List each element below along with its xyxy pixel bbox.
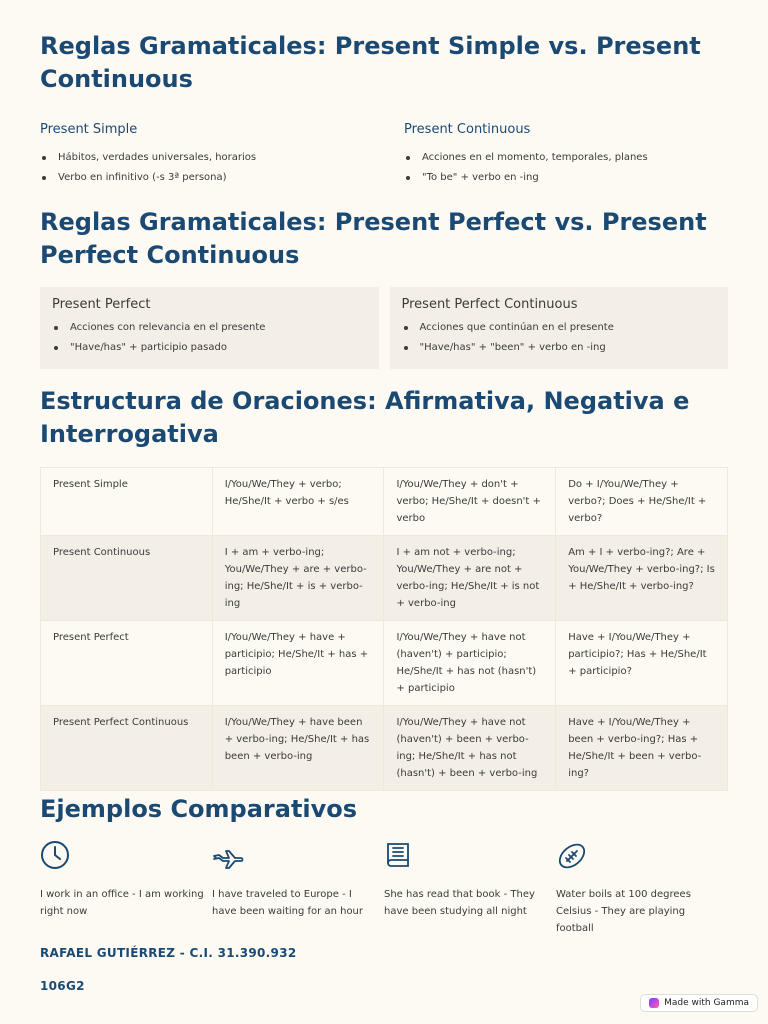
table-row: [41, 468, 728, 536]
list-item: Hábitos, verdades universales, horarios: [40, 148, 364, 168]
present-simple-column: [40, 122, 364, 188]
list-item: Acciones que continúan en el presente: [402, 318, 717, 338]
example-item: [556, 840, 728, 937]
table-cell: Present Simple: [41, 468, 213, 536]
book-icon: [384, 840, 416, 872]
list-item: "To be" + verbo en -ing: [404, 168, 728, 188]
section-title-perfect: Reglas Gramaticales: Present Perfect vs. Present Perfect Continuous: [40, 208, 707, 269]
list-item: "Have/has" + "been" + verbo en -ing: [402, 338, 717, 358]
present-continuous-list: [404, 148, 728, 188]
table-cell: I/You/We/They + have not (haven't) + participio; He/She/It + has not (hasn't) + participio: [384, 621, 556, 706]
section-title-simple-continuous: Reglas Gramaticales: Present Simple vs. Present Continuous: [40, 32, 701, 93]
table-cell: I/You/We/They + have been + verbo-ing; He/She/It + has been + verbo-ing: [212, 706, 384, 791]
present-continuous-column: [404, 122, 728, 188]
example-text: She has read that book - They have been studying all night: [384, 889, 535, 917]
table-cell: I + am + verbo-ing; You/We/They + are + verbo-ing; He/She/It + is + verbo-ing: [212, 536, 384, 621]
example-item: [212, 840, 384, 937]
present-perfect-list: [52, 318, 367, 358]
table-cell: Do + I/You/We/They + verbo?; Does + He/She/It + verbo?: [556, 468, 728, 536]
present-perfect-continuous-list: [402, 318, 717, 358]
present-perfect-continuous-heading: Present Perfect Continuous: [401, 297, 578, 312]
badge-label: Made with Gamma: [664, 998, 749, 1008]
gamma-logo-icon: [649, 998, 659, 1008]
list-item: "Have/has" + participio pasado: [52, 338, 367, 358]
list-item: Acciones en el momento, temporales, planes: [404, 148, 728, 168]
table-row: [41, 621, 728, 706]
table-cell: I/You/We/They + have + participio; He/She/It + has + participio: [212, 621, 384, 706]
list-item: Verbo en infinitivo (-s 3ª persona): [40, 168, 364, 188]
list-item: Acciones con relevancia en el presente: [52, 318, 367, 338]
clock-icon: [40, 840, 72, 872]
present-simple-list: [40, 148, 364, 188]
table-cell: I + am not + verbo-ing; You/We/They + are not + verbo-ing; He/She/It + is not + verbo-ing: [384, 536, 556, 621]
example-text: I work in an office - I am working right now: [40, 889, 204, 917]
present-continuous-heading: Present Continuous: [404, 122, 531, 137]
structure-table: [40, 467, 728, 791]
section-title-examples: Ejemplos Comparativos: [40, 795, 358, 823]
table-cell: Have + I/You/We/They + been + verbo-ing?; Has + He/She/It + been + verbo-ing?: [556, 706, 728, 791]
table-cell: Have + I/You/We/They + participio?; Has + He/She/It + participio?: [556, 621, 728, 706]
present-perfect-continuous-card: [390, 287, 729, 369]
table-cell: Present Perfect: [41, 621, 213, 706]
author-name: RAFAEL GUTIÉRREZ - C.I. 31.390.932: [40, 946, 297, 960]
example-item: [40, 840, 212, 937]
example-text: Water boils at 100 degrees Celsius - They are playing football: [556, 889, 691, 934]
table-row: [41, 536, 728, 621]
table-row: [41, 706, 728, 791]
table-cell: Present Perfect Continuous: [41, 706, 213, 791]
section-title-structure: Estructura de Oraciones: Afirmativa, Negativa e Interrogativa: [40, 387, 690, 448]
present-perfect-heading: Present Perfect: [52, 297, 151, 312]
table-cell: I/You/We/They + have not (haven't) + been + verbo-ing; He/She/It + has not (hasn't) + been + verbo-ing: [384, 706, 556, 791]
table-cell: I/You/We/They + don't + verbo; He/She/It + doesn't + verbo: [384, 468, 556, 536]
simple-continuous-columns: [40, 122, 728, 188]
table-cell: I/You/We/They + verbo; He/She/It + verbo + s/es: [212, 468, 384, 536]
table-cell: Am + I + verbo-ing?; Are + You/We/They + verbo-ing?; Is + He/She/It + verbo-ing?: [556, 536, 728, 621]
table-cell: Present Continuous: [41, 536, 213, 621]
present-perfect-card: [40, 287, 379, 369]
perfect-columns: [40, 287, 728, 369]
examples-row: [40, 840, 728, 937]
present-simple-heading: Present Simple: [40, 122, 138, 137]
made-with-gamma-badge[interactable]: [640, 994, 758, 1012]
example-item: [384, 840, 556, 937]
author-code: 106G2: [40, 979, 85, 993]
football-icon: [556, 840, 588, 872]
example-text: I have traveled to Europe - I have been waiting for an hour: [212, 889, 364, 917]
airplane-icon: [212, 840, 244, 872]
